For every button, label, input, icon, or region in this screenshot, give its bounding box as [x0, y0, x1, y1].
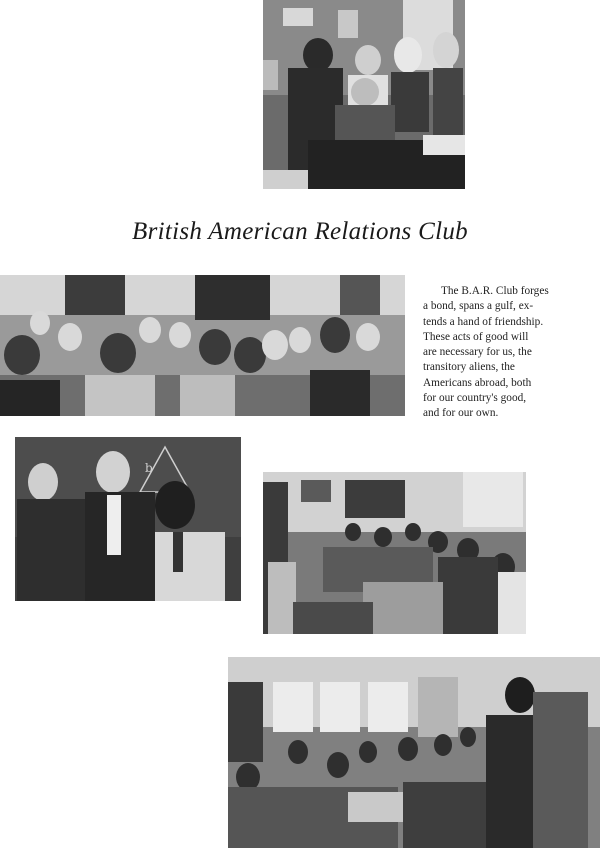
club-caption: [423, 284, 593, 422]
page-title: British American Relations Club: [132, 218, 468, 245]
caption-line: a bond, spans a gulf, ex-: [423, 300, 534, 313]
photo-top-meeting: [263, 0, 465, 189]
svg-text:b: b: [145, 461, 153, 475]
caption-line: transitory aliens, the: [423, 361, 515, 374]
caption-line: are necessary for us, the: [423, 346, 532, 359]
caption-line: and for our own.: [423, 407, 499, 420]
photo-bottom-classroom: [228, 657, 600, 848]
caption-line: Americans abroad, both: [423, 376, 532, 389]
caption-line: These acts of good will: [423, 330, 529, 343]
photo-three-men-blackboard: [15, 437, 241, 601]
caption-line: The B.A.R. Club forges: [441, 285, 549, 297]
caption-line: for our country's good,: [423, 392, 527, 405]
caption-line: tends a hand of friendship.: [423, 315, 544, 328]
photo-classroom-meeting: [263, 472, 526, 634]
photo-group-students: [0, 275, 405, 416]
